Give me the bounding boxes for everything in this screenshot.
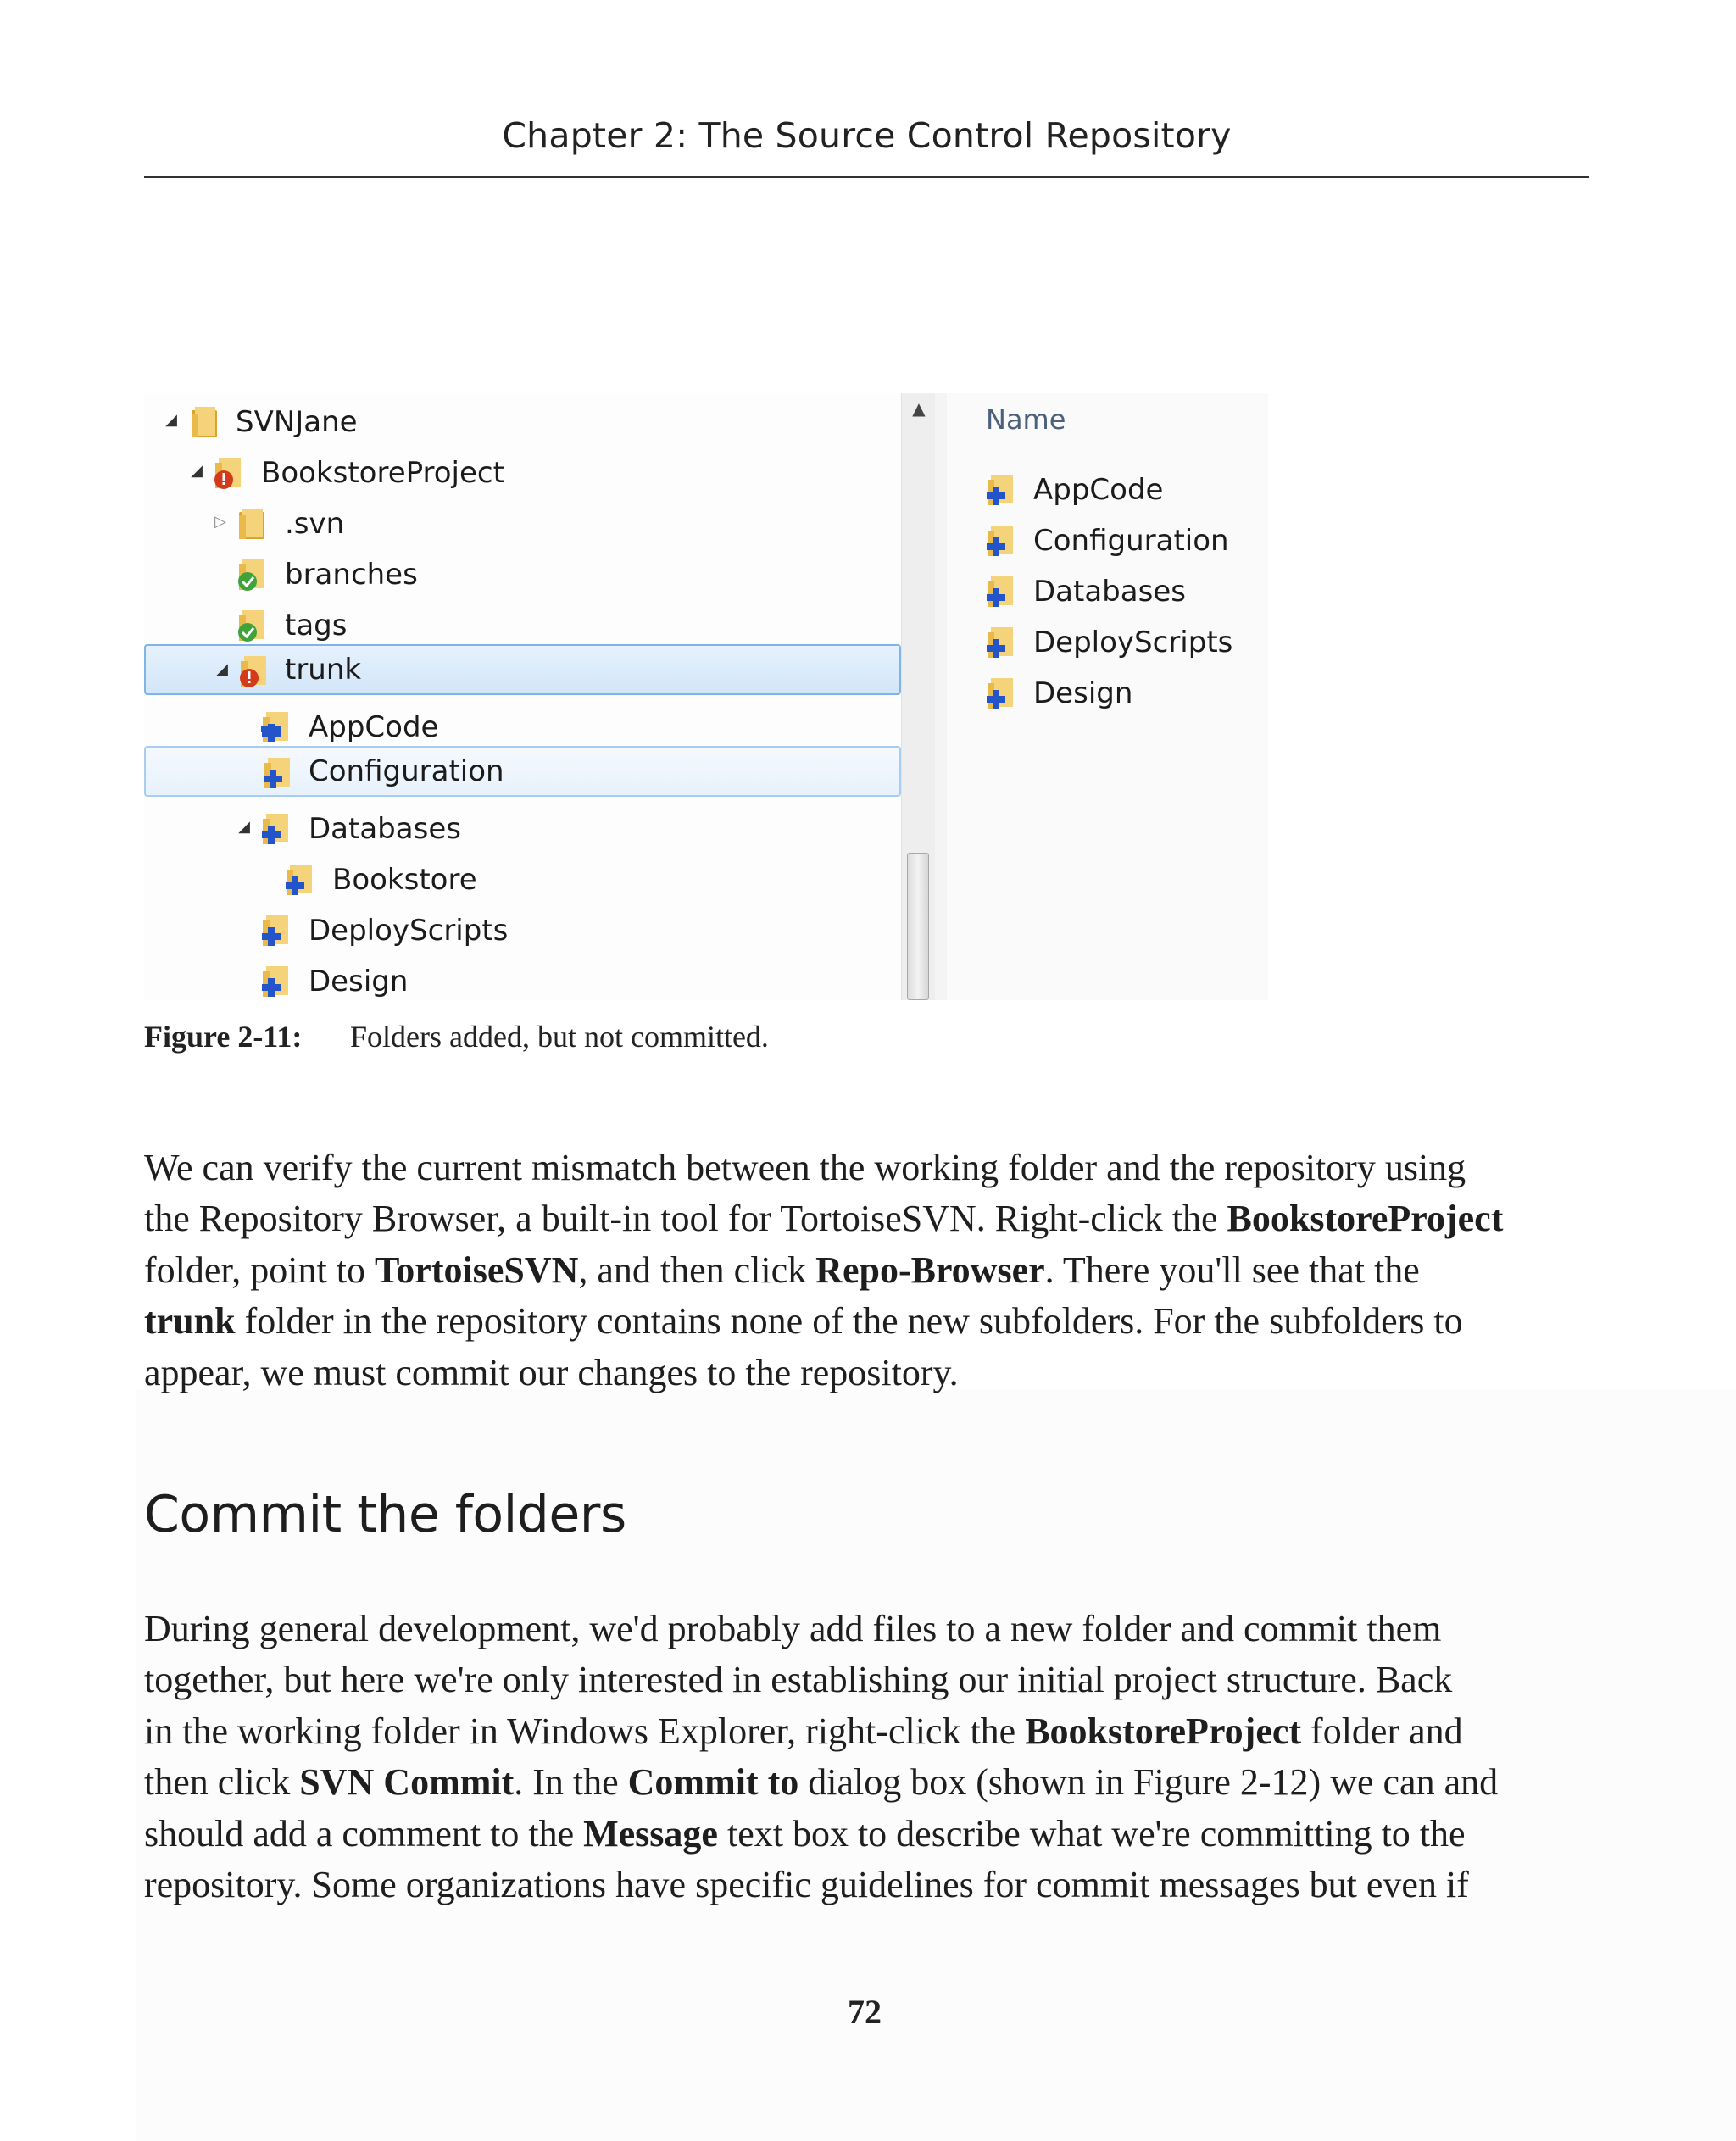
tree-item-label: DeployScripts [309, 914, 509, 948]
expanded-arrow-icon[interactable]: ◢ [191, 462, 203, 480]
folder-icon [236, 505, 270, 542]
bold-term: SVN Commit [299, 1761, 515, 1804]
text-line: together, but here we're only interested in establishing our initial project structure. Back [144, 1659, 1453, 1701]
name-column-header[interactable]: Name [986, 403, 1066, 436]
tree-item-databases[interactable] [144, 805, 901, 853]
folder-tree-pane [144, 393, 901, 1000]
text-run: . In the [514, 1761, 628, 1804]
folder-added-icon [259, 912, 293, 949]
text-run: text box to describe what we're committing to the [717, 1812, 1466, 1855]
folder-conflict-icon [237, 653, 271, 690]
figure-caption [144, 1019, 769, 1054]
text-line: We can verify the current mismatch between the working folder and the repository using [144, 1147, 1466, 1188]
paragraph-repo-browser [144, 1143, 1602, 1399]
tree-item-label: .svn [285, 507, 345, 541]
list-item-label: Design [1033, 676, 1133, 710]
tree-item-trunk[interactable] [144, 644, 901, 695]
bold-term: BookstoreProject [1227, 1198, 1504, 1240]
list-item-appcode[interactable] [947, 466, 1268, 514]
tree-item-label: SVNJane [236, 405, 358, 439]
tree-item-bookstore[interactable] [144, 856, 901, 904]
folder-added-icon [984, 573, 1018, 610]
bold-term: BookstoreProject [1025, 1710, 1302, 1752]
folder-added-icon [984, 624, 1018, 661]
text-run: the Repository Browser, a built-in tool for TortoiseSVN. Right-click the [144, 1198, 1227, 1240]
tree-item-svn[interactable] [144, 500, 901, 548]
paragraph-commit [144, 1604, 1602, 1910]
text-run: . There you'll see that the [1044, 1248, 1420, 1291]
bold-term: Commit to [627, 1761, 799, 1804]
collapsed-arrow-icon[interactable]: ▷ [214, 513, 226, 531]
tree-item-configuration[interactable] [144, 746, 901, 797]
file-list-pane [947, 393, 1268, 1000]
expanded-arrow-icon[interactable]: ◢ [165, 411, 177, 429]
text-run: should add a comment to the [144, 1812, 584, 1855]
running-header: Chapter 2: The Source Control Repository [502, 115, 1232, 156]
tree-scrollbar[interactable] [901, 393, 935, 1000]
list-item-deployscripts[interactable] [947, 619, 1268, 666]
text-line [144, 1706, 1602, 1757]
page-number: 72 [848, 1993, 882, 2031]
tree-item-bookstoreproject[interactable] [144, 449, 901, 497]
folder-added-icon [261, 754, 295, 792]
text-run: then click [144, 1761, 300, 1804]
caption-label: Figure 2-11: [144, 1020, 303, 1054]
tree-item-label: Configuration [309, 754, 504, 788]
tree-item-branches[interactable] [144, 551, 901, 598]
folder-normal-check-icon [236, 607, 270, 644]
caption-text: Folders added, but not committed. [350, 1020, 769, 1054]
text-run: in the working folder in Windows Explorer, right-click the [144, 1710, 1026, 1752]
folder-added-icon [984, 522, 1018, 559]
list-item-configuration[interactable] [947, 517, 1268, 564]
text-line [144, 1193, 1602, 1244]
folder-conflict-icon [212, 454, 246, 492]
pane-divider[interactable] [935, 393, 947, 1000]
scroll-thumb[interactable] [907, 853, 929, 1000]
tree-item-label: AppCode [309, 710, 439, 744]
list-item-label: DeployScripts [1033, 626, 1233, 659]
bold-term: TortoiseSVN [374, 1248, 579, 1291]
text-line [144, 1809, 1602, 1860]
tree-item-appcode[interactable] [144, 703, 901, 751]
text-line: appear, we must commit our changes to the repository. [144, 1351, 959, 1393]
bold-term: Message [583, 1812, 718, 1855]
bold-term: Repo-Browser [815, 1248, 1045, 1291]
folder-icon [188, 403, 222, 441]
expanded-arrow-icon[interactable]: ◢ [216, 660, 228, 678]
list-item-databases[interactable] [947, 568, 1268, 615]
tree-item-label: branches [285, 558, 418, 592]
text-line: repository. Some organizations have specific guidelines for commit messages but even if [144, 1864, 1469, 1906]
scroll-up-arrow-icon[interactable]: ▲ [912, 398, 926, 419]
tree-item-label: trunk [285, 653, 362, 687]
text-run: dialog box (shown in Figure 2-12) we can and [798, 1761, 1499, 1804]
list-item-label: AppCode [1033, 473, 1164, 507]
tree-item-deployscripts[interactable] [144, 907, 901, 954]
text-line [144, 1757, 1602, 1808]
bold-term: trunk [144, 1300, 236, 1343]
text-run: folder in the repository contains none of the new subfolders. For the subfolders to [235, 1300, 1463, 1343]
folder-added-icon [984, 471, 1018, 509]
folder-added-icon [259, 810, 293, 848]
list-item-label: Configuration [1033, 524, 1229, 558]
text-run: folder, point to [144, 1248, 375, 1291]
section-heading: Commit the folders [144, 1485, 626, 1544]
tree-item-label: Bookstore [332, 863, 477, 897]
folder-normal-check-icon [236, 556, 270, 593]
list-item-label: Databases [1033, 575, 1186, 609]
folder-added-icon [283, 861, 317, 898]
tree-item-label: BookstoreProject [261, 456, 504, 490]
folder-added-icon [259, 709, 293, 746]
text-line [144, 1245, 1602, 1296]
text-run: folder and [1301, 1710, 1463, 1752]
tree-item-design[interactable] [144, 958, 901, 1000]
text-run: , and then click [578, 1248, 816, 1291]
header-rule [144, 176, 1589, 178]
folder-added-icon [259, 963, 293, 1000]
tree-item-label: tags [285, 609, 348, 642]
folder-added-icon [984, 675, 1018, 712]
list-item-design[interactable] [947, 670, 1268, 717]
tree-item-label: Databases [309, 812, 461, 846]
tree-item-label: Design [309, 965, 409, 998]
explorer-screenshot [144, 393, 1268, 1000]
expanded-arrow-icon[interactable]: ◢ [238, 818, 250, 836]
tree-item-svnjane[interactable] [144, 398, 901, 446]
text-line: During general development, we'd probably add files to a new folder and commit them [144, 1608, 1442, 1649]
tree-item-tags[interactable] [144, 602, 901, 649]
text-line [144, 1296, 1602, 1347]
